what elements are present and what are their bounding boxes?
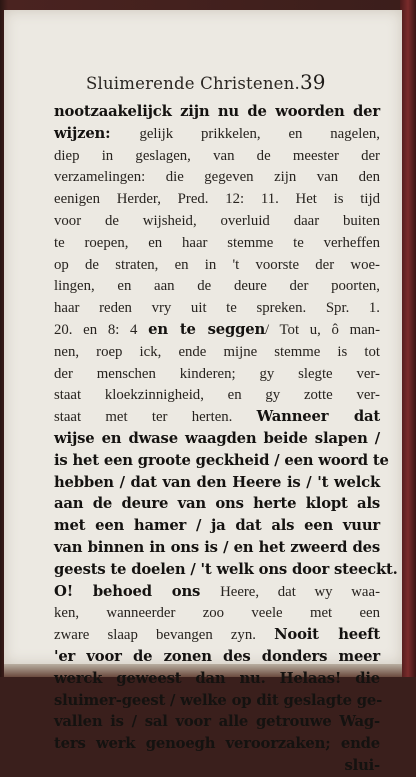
running-head: Sluimerende Christenen. [86, 74, 300, 93]
blackletter-span: vallen is / sal voor alle getrouwe Wag- [54, 713, 380, 731]
text-line [54, 145, 380, 167]
text-line [54, 493, 380, 515]
text-line [54, 690, 383, 712]
roman-span: Heere, dat wy waa- [220, 583, 380, 600]
roman-span: 20. en 8: 4 [54, 321, 149, 338]
roman-span: staat kloekzinnigheid, en gy zotte ver- [54, 387, 380, 404]
roman-span: der menschen kinderen; gy slegte ver- [54, 365, 380, 382]
text-line [54, 624, 380, 646]
blackletter-span: 'er voor de zonen des donders meer [54, 647, 380, 665]
roman-span: op de straten, en in 't voorste der woe- [54, 256, 380, 273]
text-line [54, 559, 398, 581]
text-line [54, 341, 380, 363]
roman-span: zware slaap bevangen zyn. [54, 627, 275, 644]
text-line [54, 428, 380, 450]
text-line [54, 581, 380, 603]
roman-span: ken, wanneerder zoo veele met een [54, 605, 380, 622]
roman-span: eenigen Herder, Pred. 12: 11. Het is tijd [54, 191, 380, 208]
text-line [54, 275, 380, 297]
text-line [54, 363, 380, 385]
blackletter-span: geests te doelen / 't welk ons door steeckt. [54, 560, 398, 578]
roman-span: / Tot u, ô man- [265, 321, 381, 338]
page-number: 39 [300, 70, 326, 94]
text-line [54, 166, 380, 188]
text-line [54, 668, 380, 690]
text-line [54, 297, 380, 319]
page-header [4, 70, 402, 100]
text-line [54, 711, 380, 733]
blackletter-span: van binnen in ons is / en het zweerd des [54, 538, 380, 556]
text-line [54, 254, 380, 276]
text-line [54, 646, 380, 668]
blackletter-span: O! behoed ons [54, 582, 221, 600]
roman-span: haar reden vry uit te spreken. Spr. 1. [54, 300, 380, 317]
roman-span: te roepen, en haar stemme te verheffen [54, 234, 380, 251]
text-line [54, 319, 380, 341]
text-line [54, 406, 380, 428]
text-line [54, 602, 380, 624]
body-text [54, 101, 398, 777]
blackletter-span: sluimer-geest / welke op dit geslagte ge- [54, 691, 383, 709]
blackletter-span: met een hamer / ja dat als een vuur [54, 517, 380, 535]
roman-span: nen, roep ick, ende mijne stemme is tot [54, 343, 380, 360]
blackletter-span: hebben / dat van den Heere is / 't welck [54, 473, 380, 491]
roman-span: lingen, en aan de deure der poorten, [54, 278, 380, 295]
text-line [54, 733, 380, 755]
blackletter-span: wijzen: [54, 124, 140, 142]
blackletter-span: is het een groote geckheid / een woord te [54, 451, 389, 469]
text-line [54, 515, 380, 537]
roman-span: diep in geslagen, van de meester der [54, 147, 380, 164]
blackletter-span: nootzaakelijck zijn nu de woorden der [54, 103, 380, 120]
book-page [4, 10, 402, 774]
catchword-text: slui- [344, 756, 380, 774]
catchword [54, 755, 380, 777]
blackletter-span: Wanneer dat [256, 408, 380, 426]
roman-span: voor de wijsheid, overluid daar buiten [54, 212, 380, 229]
text-line [54, 232, 380, 254]
text-line [54, 537, 380, 559]
text-line [54, 450, 389, 472]
text-line [54, 123, 380, 145]
roman-span: staat met ter herten. [54, 409, 257, 426]
blackletter-span: werck geweest dan nu. Helaas! die [54, 669, 380, 687]
roman-span: gelijk prikkelen, en nagelen, [139, 125, 380, 142]
blackletter-span: wijse en dwase waagden beide slapen / [54, 429, 380, 447]
blackletter-span: Nooit heeft [274, 626, 380, 644]
blackletter-span: ters werk genoegh veroorzaken; ende [54, 735, 380, 753]
text-line [54, 472, 380, 494]
text-line [54, 384, 380, 406]
book-cover-edge [400, 0, 416, 677]
blackletter-span: en te seggen [148, 320, 266, 338]
text-line [54, 101, 380, 123]
roman-span: verzamelingen: die gegeven zijn van den [54, 169, 380, 186]
text-line [54, 210, 380, 232]
text-line [54, 188, 380, 210]
blackletter-span: aan de deure van ons herte klopt als [54, 495, 380, 513]
